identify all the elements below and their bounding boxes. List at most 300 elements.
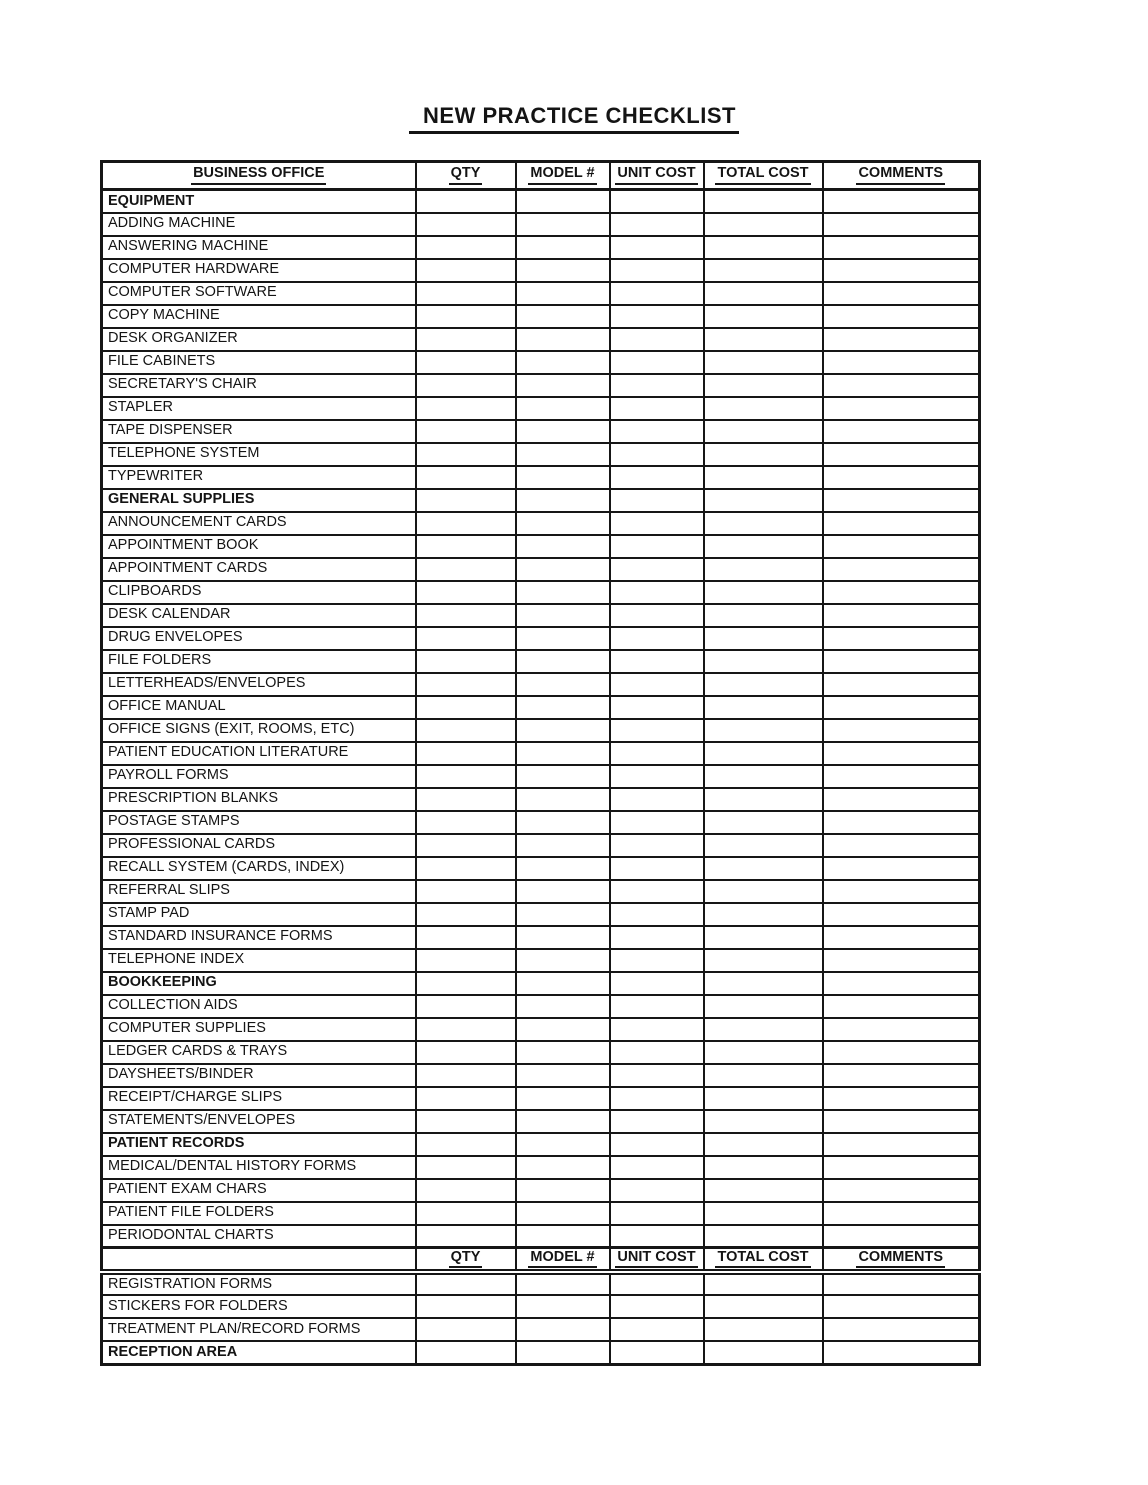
section-row — [102, 489, 980, 512]
empty-cell — [823, 903, 980, 926]
empty-cell — [516, 535, 610, 558]
item-label: ANSWERING MACHINE — [102, 236, 416, 259]
empty-cell — [516, 995, 610, 1018]
empty-cell — [610, 1225, 704, 1248]
item-label: TELEPHONE SYSTEM — [102, 443, 416, 466]
table-row — [102, 1225, 980, 1248]
empty-cell — [823, 673, 980, 696]
empty-cell — [516, 719, 610, 742]
empty-cell — [610, 328, 704, 351]
empty-cell — [704, 788, 823, 811]
section-row — [102, 972, 980, 995]
empty-cell — [823, 512, 980, 535]
empty-cell — [704, 1018, 823, 1041]
empty-cell — [516, 627, 610, 650]
empty-cell — [416, 512, 516, 535]
empty-cell — [610, 719, 704, 742]
empty-cell — [704, 328, 823, 351]
table-row — [102, 1110, 980, 1133]
empty-cell — [610, 1133, 704, 1156]
empty-cell — [823, 1064, 980, 1087]
empty-cell — [416, 558, 516, 581]
item-label: DRUG ENVELOPES — [102, 627, 416, 650]
item-label: PROFESSIONAL CARDS — [102, 834, 416, 857]
empty-cell — [610, 1272, 704, 1295]
item-label: TELEPHONE INDEX — [102, 949, 416, 972]
empty-cell — [704, 995, 823, 1018]
table-row — [102, 926, 980, 949]
table-row — [102, 1041, 980, 1064]
empty-cell — [516, 880, 610, 903]
section-label: EQUIPMENT — [102, 190, 416, 213]
empty-cell — [416, 1202, 516, 1225]
table-row — [102, 742, 980, 765]
section-row — [102, 190, 980, 213]
item-label: RECALL SYSTEM (CARDS, INDEX) — [102, 857, 416, 880]
empty-cell — [823, 328, 980, 351]
empty-cell — [823, 397, 980, 420]
empty-cell — [823, 650, 980, 673]
empty-cell — [610, 1018, 704, 1041]
empty-cell — [823, 627, 980, 650]
empty-cell — [823, 305, 980, 328]
empty-cell — [416, 949, 516, 972]
empty-cell — [516, 236, 610, 259]
empty-cell — [516, 949, 610, 972]
section-label: RECEPTION AREA — [102, 1341, 416, 1364]
table-row — [102, 351, 980, 374]
empty-cell — [516, 1087, 610, 1110]
empty-cell — [704, 719, 823, 742]
empty-cell — [416, 213, 516, 236]
empty-cell — [416, 1295, 516, 1318]
item-label: RECEIPT/CHARGE SLIPS — [102, 1087, 416, 1110]
empty-cell — [610, 811, 704, 834]
empty-cell — [704, 259, 823, 282]
empty-cell — [416, 351, 516, 374]
empty-cell — [823, 581, 980, 604]
table-row — [102, 880, 980, 903]
empty-cell — [416, 765, 516, 788]
empty-cell — [704, 627, 823, 650]
empty-cell — [704, 305, 823, 328]
empty-cell — [610, 351, 704, 374]
table-row — [102, 1018, 980, 1041]
item-label: COMPUTER SOFTWARE — [102, 282, 416, 305]
empty-cell — [823, 1341, 980, 1364]
empty-cell — [416, 1341, 516, 1364]
empty-cell — [823, 1133, 980, 1156]
empty-cell — [416, 328, 516, 351]
empty-cell — [610, 1179, 704, 1202]
item-label: REFERRAL SLIPS — [102, 880, 416, 903]
empty-cell — [516, 282, 610, 305]
empty-cell — [416, 1041, 516, 1064]
empty-cell — [416, 374, 516, 397]
empty-cell — [610, 1156, 704, 1179]
empty-cell — [416, 1272, 516, 1295]
section-label: PATIENT RECORDS — [102, 1133, 416, 1156]
table-row — [102, 673, 980, 696]
table-row — [102, 995, 980, 1018]
empty-cell — [416, 742, 516, 765]
section-row — [102, 1133, 980, 1156]
item-label: PERIODONTAL CHARTS — [102, 1225, 416, 1248]
table-row — [102, 558, 980, 581]
empty-cell — [823, 834, 980, 857]
repeat-column-header: COMMENTS — [823, 1248, 980, 1273]
empty-cell — [823, 1225, 980, 1248]
empty-cell — [416, 282, 516, 305]
empty-cell — [516, 1272, 610, 1295]
empty-cell — [610, 190, 704, 213]
empty-cell — [516, 489, 610, 512]
empty-cell — [823, 696, 980, 719]
item-label: COMPUTER SUPPLIES — [102, 1018, 416, 1041]
empty-cell — [823, 190, 980, 213]
empty-cell — [516, 351, 610, 374]
empty-cell — [823, 1318, 980, 1341]
column-header-model: MODEL # — [516, 162, 610, 190]
table-row — [102, 466, 980, 489]
empty-cell — [704, 351, 823, 374]
empty-cell — [704, 397, 823, 420]
item-label: STATEMENTS/ENVELOPES — [102, 1110, 416, 1133]
empty-cell — [704, 190, 823, 213]
empty-cell — [416, 719, 516, 742]
empty-cell — [416, 443, 516, 466]
empty-cell — [704, 811, 823, 834]
empty-cell — [704, 1156, 823, 1179]
empty-cell — [516, 213, 610, 236]
table-row — [102, 1179, 980, 1202]
empty-cell — [610, 627, 704, 650]
empty-cell — [516, 1041, 610, 1064]
empty-cell — [823, 351, 980, 374]
empty-cell — [416, 581, 516, 604]
empty-cell — [704, 1295, 823, 1318]
empty-cell — [823, 1202, 980, 1225]
empty-cell — [610, 1041, 704, 1064]
item-label: FILE CABINETS — [102, 351, 416, 374]
empty-cell — [416, 420, 516, 443]
empty-cell — [610, 236, 704, 259]
empty-cell — [516, 259, 610, 282]
item-label: DESK CALENDAR — [102, 604, 416, 627]
repeat-column-header: QTY — [416, 1248, 516, 1273]
column-header-qty: QTY — [416, 162, 516, 190]
empty-cell — [610, 305, 704, 328]
item-label: STICKERS FOR FOLDERS — [102, 1295, 416, 1318]
empty-cell — [823, 604, 980, 627]
empty-cell — [704, 1041, 823, 1064]
item-label: STANDARD INSURANCE FORMS — [102, 926, 416, 949]
item-label: OFFICE MANUAL — [102, 696, 416, 719]
empty-cell — [516, 1133, 610, 1156]
empty-cell — [823, 374, 980, 397]
item-label: DAYSHEETS/BINDER — [102, 1064, 416, 1087]
empty-cell — [704, 926, 823, 949]
empty-cell — [516, 811, 610, 834]
empty-cell — [610, 1202, 704, 1225]
empty-cell — [516, 1110, 610, 1133]
empty-cell — [416, 834, 516, 857]
empty-cell — [823, 259, 980, 282]
table-row — [102, 627, 980, 650]
table-row — [102, 765, 980, 788]
empty-cell — [516, 673, 610, 696]
empty-cell — [516, 604, 610, 627]
empty-cell — [823, 788, 980, 811]
item-label: SECRETARY'S CHAIR — [102, 374, 416, 397]
empty-cell — [610, 696, 704, 719]
empty-cell — [704, 558, 823, 581]
table-row — [102, 811, 980, 834]
empty-cell — [516, 1318, 610, 1341]
empty-cell — [823, 1179, 980, 1202]
empty-cell — [823, 949, 980, 972]
empty-cell — [823, 1018, 980, 1041]
empty-cell — [416, 1225, 516, 1248]
item-label: TYPEWRITER — [102, 466, 416, 489]
empty-cell — [516, 1156, 610, 1179]
repeat-header-row — [102, 1248, 980, 1273]
empty-cell — [823, 489, 980, 512]
empty-cell — [704, 1225, 823, 1248]
empty-cell — [704, 1318, 823, 1341]
empty-cell — [416, 995, 516, 1018]
table-row — [102, 1064, 980, 1087]
empty-cell — [516, 374, 610, 397]
empty-cell — [610, 673, 704, 696]
empty-cell — [610, 1087, 704, 1110]
empty-cell — [823, 926, 980, 949]
empty-cell — [704, 374, 823, 397]
table-row — [102, 581, 980, 604]
empty-cell — [823, 1041, 980, 1064]
table-row — [102, 604, 980, 627]
item-label: TREATMENT PLAN/RECORD FORMS — [102, 1318, 416, 1341]
empty-cell — [610, 282, 704, 305]
table-row — [102, 903, 980, 926]
item-label: PAYROLL FORMS — [102, 765, 416, 788]
table-row — [102, 719, 980, 742]
item-label: TAPE DISPENSER — [102, 420, 416, 443]
empty-cell — [704, 696, 823, 719]
empty-cell — [823, 282, 980, 305]
empty-cell — [610, 397, 704, 420]
empty-cell — [416, 972, 516, 995]
table-row — [102, 305, 980, 328]
empty-cell — [823, 995, 980, 1018]
empty-cell — [416, 1318, 516, 1341]
empty-cell — [823, 742, 980, 765]
empty-cell — [416, 535, 516, 558]
empty-cell — [704, 282, 823, 305]
empty-cell — [416, 788, 516, 811]
empty-cell — [516, 696, 610, 719]
table-row — [102, 857, 980, 880]
empty-cell — [610, 926, 704, 949]
section-label: GENERAL SUPPLIES — [102, 489, 416, 512]
empty-cell — [416, 926, 516, 949]
empty-cell — [610, 512, 704, 535]
empty-cell — [516, 1018, 610, 1041]
empty-cell — [704, 880, 823, 903]
empty-cell — [704, 765, 823, 788]
table-row — [102, 374, 980, 397]
item-label: APPOINTMENT BOOK — [102, 535, 416, 558]
repeat-header-empty-cell — [102, 1248, 416, 1273]
table-row — [102, 443, 980, 466]
empty-cell — [823, 857, 980, 880]
empty-cell — [516, 834, 610, 857]
empty-cell — [823, 1110, 980, 1133]
empty-cell — [416, 673, 516, 696]
empty-cell — [416, 604, 516, 627]
empty-cell — [823, 558, 980, 581]
empty-cell — [516, 1064, 610, 1087]
empty-cell — [704, 742, 823, 765]
empty-cell — [704, 673, 823, 696]
empty-cell — [416, 627, 516, 650]
empty-cell — [610, 1110, 704, 1133]
table-row — [102, 512, 980, 535]
empty-cell — [516, 650, 610, 673]
item-label: POSTAGE STAMPS — [102, 811, 416, 834]
empty-cell — [704, 489, 823, 512]
empty-cell — [704, 949, 823, 972]
empty-cell — [416, 811, 516, 834]
table-row — [102, 650, 980, 673]
empty-cell — [416, 489, 516, 512]
table-row — [102, 259, 980, 282]
empty-cell — [416, 880, 516, 903]
empty-cell — [610, 857, 704, 880]
item-label: APPOINTMENT CARDS — [102, 558, 416, 581]
item-label: COPY MACHINE — [102, 305, 416, 328]
empty-cell — [823, 420, 980, 443]
empty-cell — [516, 926, 610, 949]
section-label: BOOKKEEPING — [102, 972, 416, 995]
empty-cell — [823, 535, 980, 558]
empty-cell — [416, 466, 516, 489]
repeat-column-header: TOTAL COST — [704, 1248, 823, 1273]
item-label: LEDGER CARDS & TRAYS — [102, 1041, 416, 1064]
table-row — [102, 788, 980, 811]
empty-cell — [516, 190, 610, 213]
empty-cell — [516, 328, 610, 351]
empty-cell — [610, 972, 704, 995]
empty-cell — [704, 1110, 823, 1133]
empty-cell — [704, 903, 823, 926]
empty-cell — [704, 650, 823, 673]
empty-cell — [610, 535, 704, 558]
empty-cell — [823, 1295, 980, 1318]
empty-cell — [416, 259, 516, 282]
empty-cell — [416, 190, 516, 213]
empty-cell — [516, 397, 610, 420]
empty-cell — [823, 765, 980, 788]
table-row — [102, 236, 980, 259]
empty-cell — [416, 903, 516, 926]
header-row — [102, 162, 980, 190]
item-label: ADDING MACHINE — [102, 213, 416, 236]
empty-cell — [516, 512, 610, 535]
table-row — [102, 420, 980, 443]
empty-cell — [516, 1295, 610, 1318]
empty-cell — [516, 420, 610, 443]
empty-cell — [823, 1156, 980, 1179]
empty-cell — [516, 742, 610, 765]
empty-cell — [610, 903, 704, 926]
empty-cell — [516, 1179, 610, 1202]
table-row — [102, 1156, 980, 1179]
column-header-total-cost: TOTAL COST — [704, 162, 823, 190]
empty-cell — [416, 305, 516, 328]
empty-cell — [610, 788, 704, 811]
empty-cell — [516, 972, 610, 995]
empty-cell — [610, 489, 704, 512]
item-label: ANNOUNCEMENT CARDS — [102, 512, 416, 535]
empty-cell — [610, 1064, 704, 1087]
empty-cell — [704, 1179, 823, 1202]
empty-cell — [610, 213, 704, 236]
empty-cell — [516, 443, 610, 466]
empty-cell — [704, 972, 823, 995]
item-label: PATIENT EXAM CHARS — [102, 1179, 416, 1202]
table-row — [102, 397, 980, 420]
empty-cell — [416, 1110, 516, 1133]
empty-cell — [516, 857, 610, 880]
empty-cell — [823, 1087, 980, 1110]
empty-cell — [516, 765, 610, 788]
empty-cell — [704, 1202, 823, 1225]
empty-cell — [416, 397, 516, 420]
empty-cell — [610, 949, 704, 972]
table-row — [102, 696, 980, 719]
empty-cell — [704, 581, 823, 604]
empty-cell — [516, 581, 610, 604]
column-header-comments: COMMENTS — [823, 162, 980, 190]
repeat-column-header: UNIT COST — [610, 1248, 704, 1273]
table-row — [102, 1272, 980, 1295]
empty-cell — [610, 765, 704, 788]
table-row — [102, 1087, 980, 1110]
table-row — [102, 834, 980, 857]
empty-cell — [704, 857, 823, 880]
repeat-column-header: MODEL # — [516, 1248, 610, 1273]
empty-cell — [416, 696, 516, 719]
table-row — [102, 1295, 980, 1318]
empty-cell — [823, 811, 980, 834]
empty-cell — [610, 1318, 704, 1341]
empty-cell — [704, 466, 823, 489]
empty-cell — [416, 236, 516, 259]
empty-cell — [516, 305, 610, 328]
empty-cell — [610, 650, 704, 673]
section-row — [102, 1341, 980, 1364]
table-row — [102, 1202, 980, 1225]
empty-cell — [416, 1087, 516, 1110]
empty-cell — [416, 1133, 516, 1156]
item-label: PATIENT EDUCATION LITERATURE — [102, 742, 416, 765]
empty-cell — [704, 213, 823, 236]
page-title-text: NEW PRACTICE CHECKLIST — [409, 103, 739, 134]
empty-cell — [704, 512, 823, 535]
empty-cell — [823, 213, 980, 236]
table-row — [102, 282, 980, 305]
